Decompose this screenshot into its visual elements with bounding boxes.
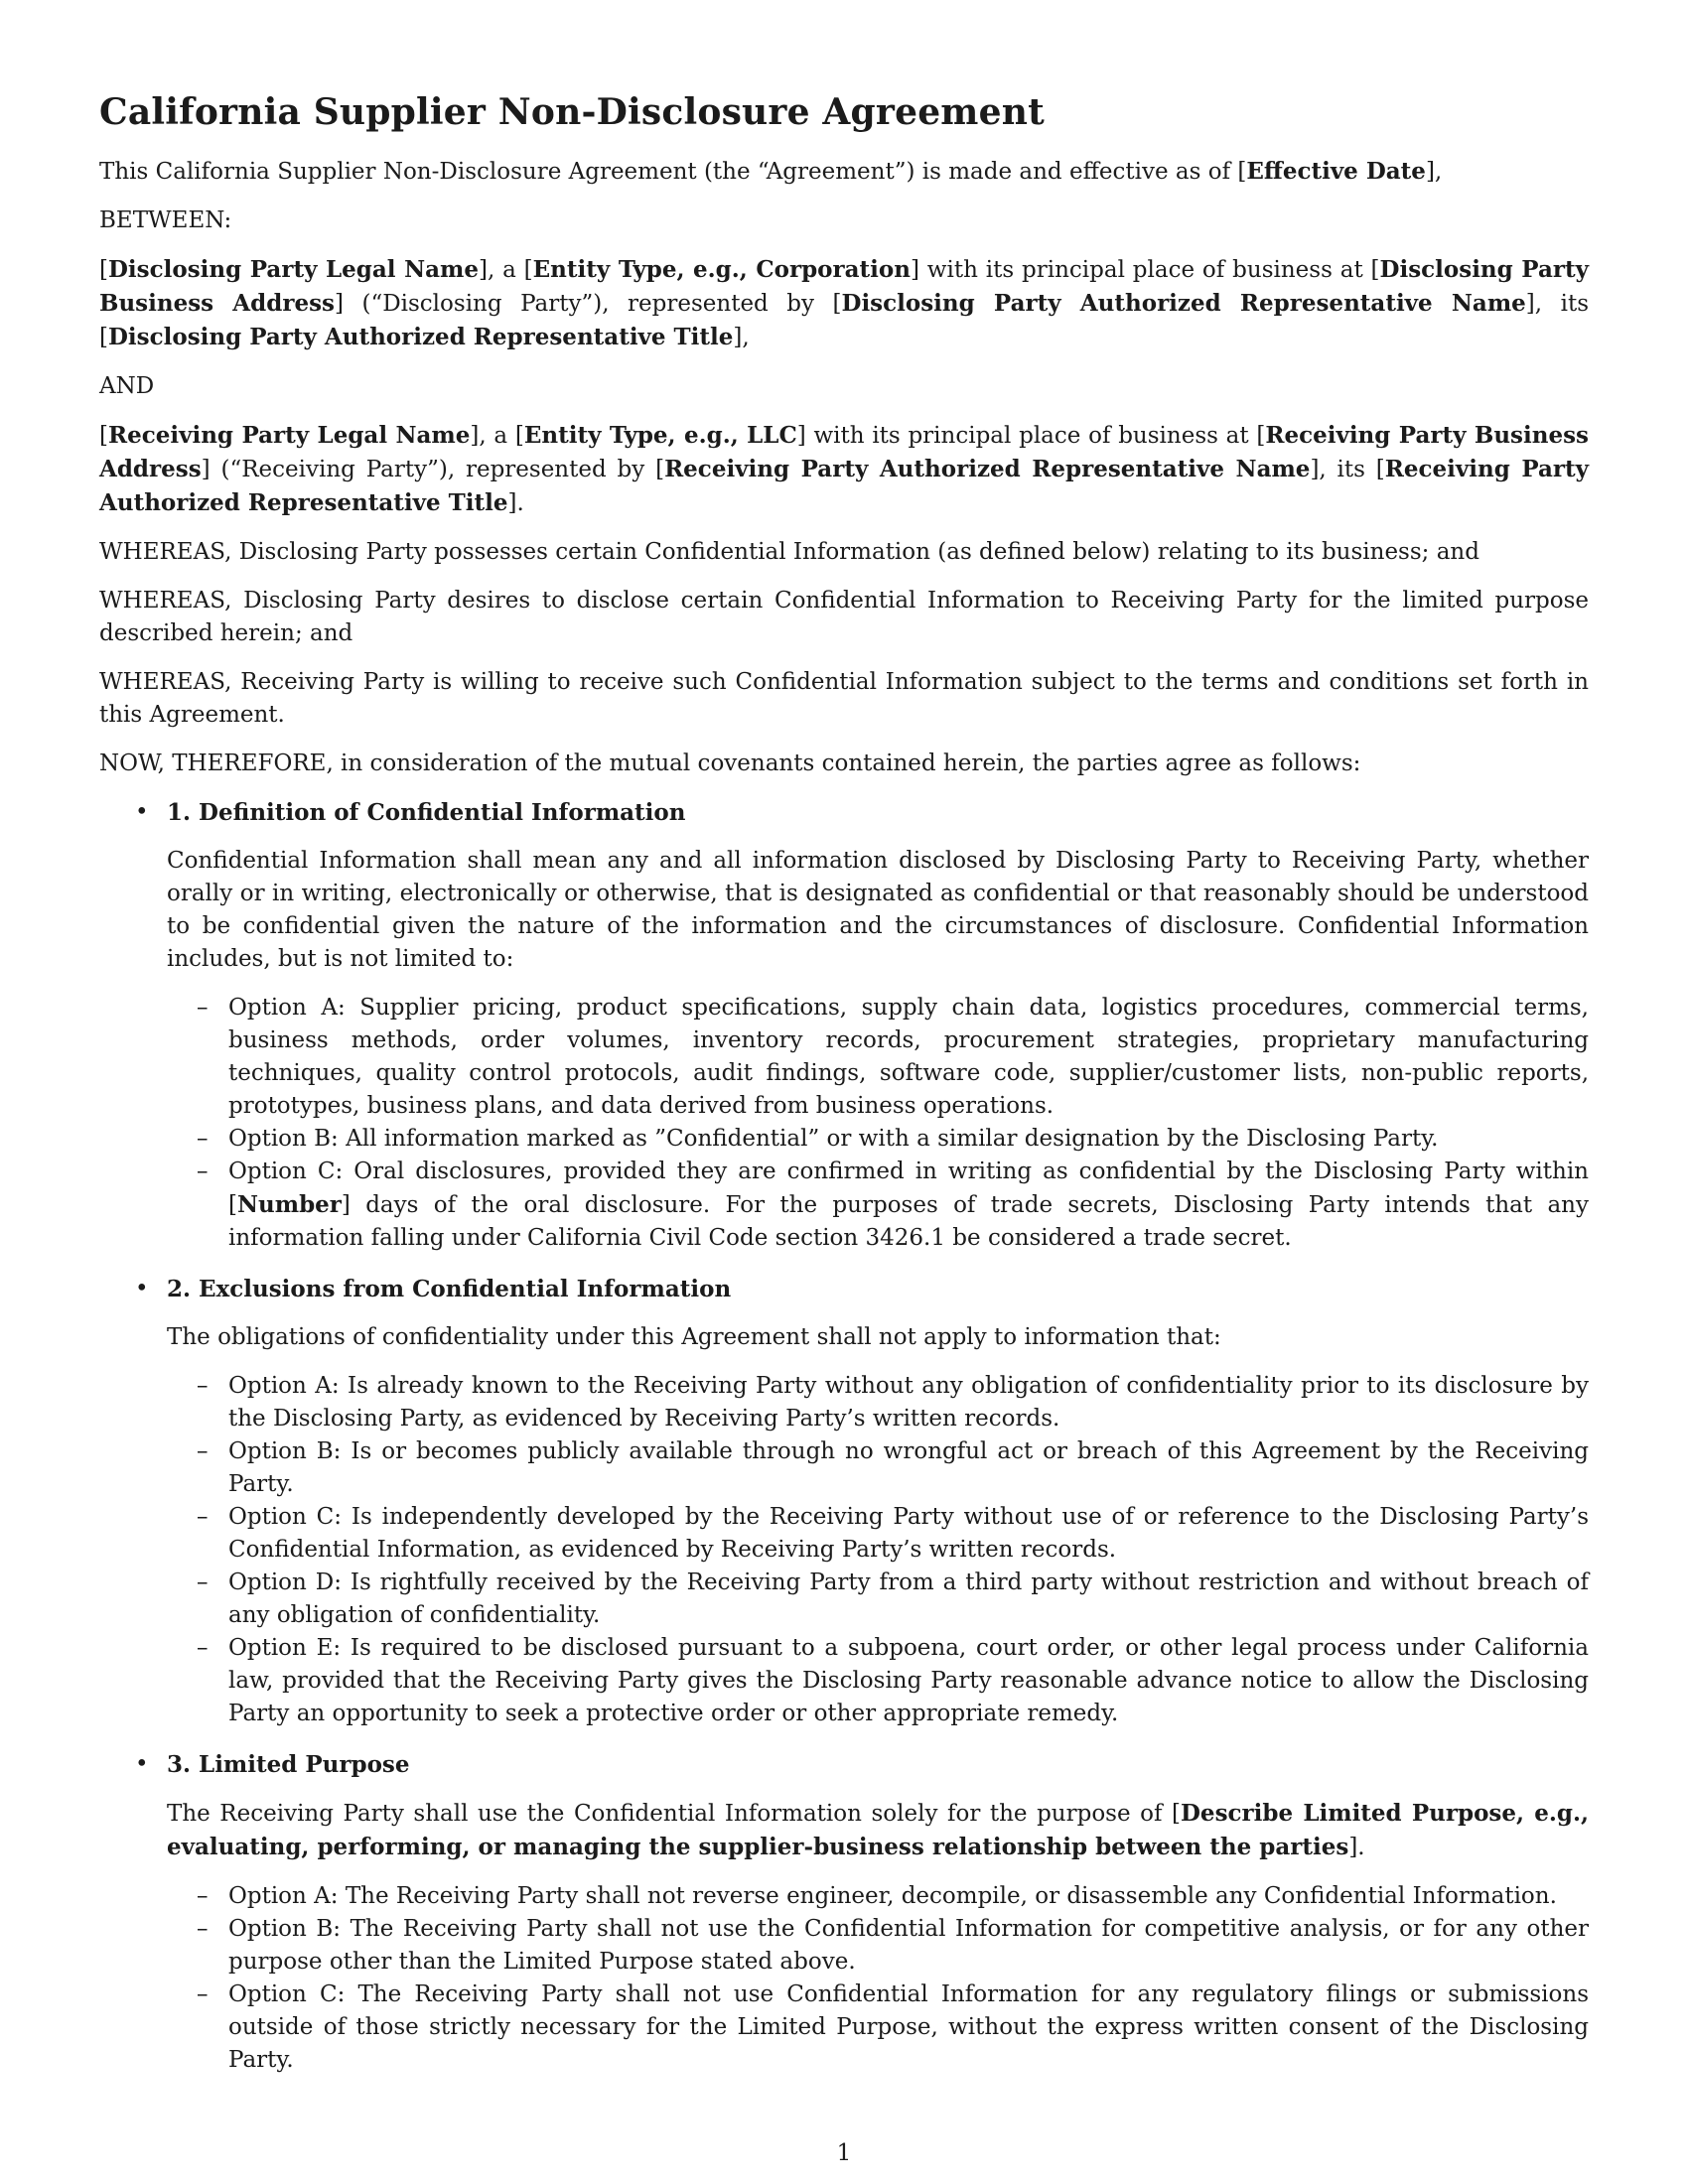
bullet-icon: • [135,1751,149,1777]
dash-icon: – [197,1883,209,1909]
option-list [167,992,1589,1255]
receiving-address-placeholder: Receiving Party Business Address [99,422,1589,482]
option-item: – Option B: All information marked as ”Confidential” or with a similar designation by the Disclosing Party. [167,1123,1589,1156]
receiving-rep-name-placeholder: Receiving Party Authorized Representative Name [664,456,1311,482]
option-item: – Option A: Supplier pricing, product specifications, supply chain data, logistics procedures, commercial terms, business methods, order volumes, inventory records, procurement strategies, proprietary manufacturing techniques, quality control protocols, audit findings, software code, supplier/customer lists, non-public reports, prototypes, business plans, and data derived from business operations. [167,992,1589,1123]
section-title: 3. Limited Purpose [167,1751,410,1778]
number-placeholder: Number [236,1191,342,1218]
document-page [99,91,1589,2095]
disclosing-party-paragraph: [Disclosing Party Legal Name], a [Entity Type, e.g., Corporation] with its principal place of business at [Disclosing Party Business Address] (“Disclosing Party”), represented by [Disclosing Party Authorized Representative Name], its [Disclosing Party Authorized Representative Title], [99,256,1589,350]
disclosing-rep-title-placeholder: Disclosing Party Authorized Representative Title [107,324,734,350]
dash-icon: – [197,1916,209,1942]
option-item: – Option A: The Receiving Party shall not reverse engineer, decompile, or disassemble any Confidential Information. [167,1880,1589,1913]
page-number: 1 [836,2140,852,2166]
option-item: – Option E: Is required to be disclosed pursuant to a subpoena, court order, or other legal process under California law, provided that the Receiving Party gives the Disclosing Party reasonable advance notice to allow the Disclosing Party an opportunity to seek a protective order or other appropriate remedy. [167,1632,1589,1730]
option-item: – Option B: Is or becomes publicly available through no wrongful act or breach of this Agreement by the Receiving Party. [167,1435,1589,1501]
option-list [167,1370,1589,1730]
whereas-clause: WHEREAS, Disclosing Party desires to disclose certain Confidential Information to Receiving Party for the limited purpose described herein; and [99,588,1589,646]
document-title: California Supplier Non-Disclosure Agreement [99,91,1045,133]
dash-icon: – [197,1438,209,1464]
intro-paragraph: This California Supplier Non-Disclosure Agreement (the “Agreement”) is made and effective as of [Effective Date], [99,158,1443,185]
receiving-rep-title-placeholder: Receiving Party Authorized Representative Title [99,456,1590,516]
dash-icon: – [197,1126,209,1152]
dash-icon: – [197,1504,209,1530]
section-body: Confidential Information shall mean any and all information disclosed by Disclosing Party to Receiving Party, whether orally or in writing, electronically or otherwise, that is designated as confidential or that reasonably should be understood to be confidential given the nature of the information and the circumstances of disclosure. Confidential Information includes, but is not limited to: [167,848,1589,972]
option-list [167,1880,1589,2077]
dash-icon: – [197,1635,209,1661]
option-item: – Option A: Is already known to the Receiving Party without any obligation of confidentiality prior to its disclosure by the Disclosing Party, as evidenced by Receiving Party’s written records. [167,1370,1589,1435]
section-body: The obligations of confidentiality under this Agreement shall not apply to information that: [167,1324,1221,1350]
disclosing-entity-type-placeholder: Entity Type, e.g., Corporation [532,256,911,283]
disclosing-address-placeholder: Disclosing Party Business Address [99,256,1589,317]
dash-icon: – [197,995,209,1021]
section-2 [99,1273,1589,1730]
whereas-clause: WHEREAS, Receiving Party is willing to receive such Confidential Information subject to the terms and conditions set forth in this Agreement. [99,669,1589,728]
section-1 [99,796,1589,1255]
section-title: 1. Definition of Confidential Information [167,799,686,826]
effective-date-placeholder: Effective Date [1246,158,1426,185]
limited-purpose-placeholder: Describe Limited Purpose, e.g., evaluating, performing, or managing the supplier-business relationship between the parties [167,1800,1589,1860]
section-3 [99,1748,1589,2077]
receiving-party-paragraph: [Receiving Party Legal Name], a [Entity Type, e.g., LLC] with its principal place of business at [Receiving Party Business Address] (“Receiving Party”), represented by [Receiving Party Authorized Representative Name], its [Receiving Party Authorized Representative Title]. [99,422,1590,516]
bullet-icon: • [135,799,149,825]
option-item: – Option C: The Receiving Party shall not use Confidential Information for any regulatory filings or submissions outside of those strictly necessary for the Limited Purpose, without the express written consent of the Disclosing Party. [167,1979,1589,2077]
option-item: – Option D: Is rightfully received by the Receiving Party from a third party without restriction and without breach of any obligation of confidentiality. [167,1567,1589,1632]
bullet-icon: • [135,1276,149,1301]
option-item: – Option C: Is independently developed by the Receiving Party without use of or reference to the Disclosing Party’s Confidential Information, as evidenced by Receiving Party’s written records. [167,1501,1589,1567]
dash-icon: – [197,1159,209,1184]
dash-icon: – [197,1981,209,2007]
section-body: The Receiving Party shall use the Confidential Information solely for the purpose of [Describe Limited Purpose, e.g., evaluating, performing, or managing the supplier-business relationship between the parties]. [167,1800,1589,1860]
disclosing-legal-name-placeholder: Disclosing Party Legal Name [107,256,479,283]
dash-icon: – [197,1570,209,1595]
option-item: – Option B: The Receiving Party shall not use the Confidential Information for competitive analysis, or for any other purpose other than the Limited Purpose stated above. [167,1913,1589,1979]
option-item: – Option C: Oral disclosures, provided they are confirmed in writing as confidential by the Disclosing Party within [Number] days of the oral disclosure. For the purposes of trade secrets, Disclosing Party intends that any information falling under California Civil Code section 3426.1 be considered a trade secret. [167,1156,1589,1255]
section-title: 2. Exclusions from Confidential Information [167,1276,732,1302]
receiving-legal-name-placeholder: Receiving Party Legal Name [107,422,471,449]
dash-icon: – [197,1373,209,1399]
and-label: AND [99,373,155,399]
disclosing-rep-name-placeholder: Disclosing Party Authorized Representative Name [841,290,1526,317]
whereas-clause: WHEREAS, Disclosing Party possesses certain Confidential Information (as defined below) relating to its business; and [99,539,1479,565]
now-therefore-clause: NOW, THEREFORE, in consideration of the mutual covenants contained herein, the parties agree as follows: [99,751,1361,776]
between-label: BETWEEN: [99,207,232,233]
receiving-entity-type-placeholder: Entity Type, e.g., LLC [523,422,797,449]
